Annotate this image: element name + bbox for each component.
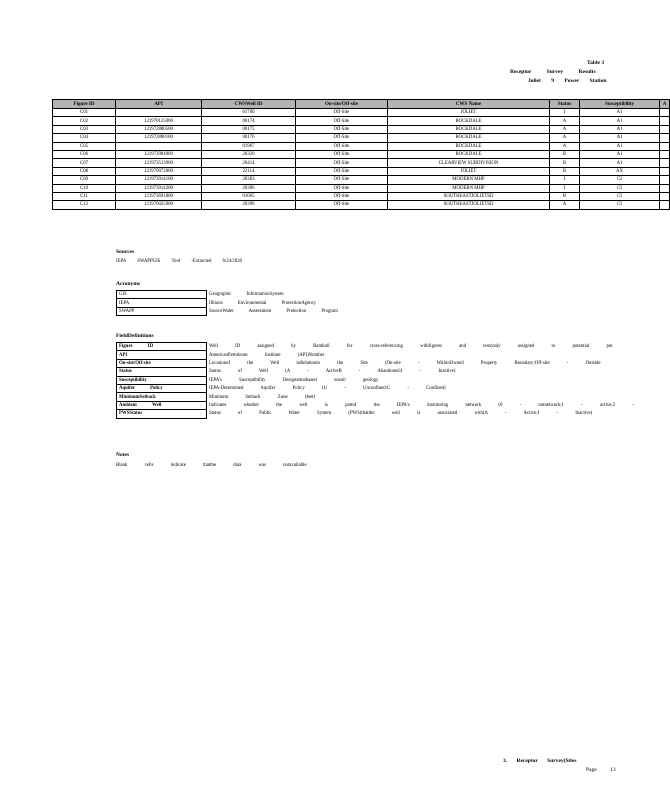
- receptor-table: [52, 99, 670, 210]
- field-definitions-title: FieldDefinitions: [116, 333, 154, 339]
- cell-cws-name: ROCKDALE: [388, 150, 550, 158]
- cell-cws-well-id: 00175: [202, 125, 296, 133]
- sources-title: Sources: [116, 249, 135, 255]
- field-definition-key: API: [117, 351, 207, 359]
- field-definition-key: Ambient Well: [117, 401, 207, 409]
- page-number: Page 13: [586, 767, 616, 773]
- cell-figure-id: C11: [53, 192, 116, 200]
- cell-figure-id: C04: [53, 134, 116, 142]
- field-definition-row: [117, 401, 619, 409]
- sources-line: IEPA SWAPPGIS Tool -Extracted 6/24/2020: [116, 259, 243, 264]
- col-header-cws-well-id: CWSWell ID: [202, 100, 296, 109]
- cell-susceptibility: AX: [580, 167, 660, 175]
- cell-figure-id: C08: [53, 167, 116, 175]
- cell-aquifer: [660, 176, 670, 184]
- table-header-row: [53, 100, 670, 109]
- cell-cws-well-id: 00174: [202, 117, 296, 125]
- cell-onsite-offsite: Off-Site: [296, 159, 388, 167]
- table-row: [53, 150, 670, 158]
- col-header-onsite-offsite: On-site/Off-site: [296, 100, 388, 109]
- cell-status: A: [550, 201, 580, 209]
- cell-api: 121970072000: [116, 167, 202, 175]
- acronym-key: IEPA: [117, 299, 207, 307]
- cell-cws-name: ROCKDALE: [388, 134, 550, 142]
- cell-cws-name: SOUTHEASTJOLIETSD: [388, 192, 550, 200]
- col-header-aquifer: A: [660, 100, 670, 109]
- cell-status: I: [550, 109, 580, 117]
- cell-susceptibility: A1: [580, 134, 660, 142]
- cell-figure-id: C06: [53, 150, 116, 158]
- cell-cws-well-id: 20320: [202, 150, 296, 158]
- cell-aquifer: [660, 134, 670, 142]
- report-title: Receptor Survey Results: [510, 69, 596, 75]
- acronym-row: [117, 307, 417, 315]
- cell-aquifer: [660, 184, 670, 192]
- cell-aquifer: [660, 201, 670, 209]
- col-header-figure-id: Figure ID: [53, 100, 116, 109]
- cell-status: A: [550, 134, 580, 142]
- cell-status: B: [550, 159, 580, 167]
- field-definition-value: AmericanPetroleum Institute (API)Number: [209, 352, 325, 358]
- cell-status: A: [550, 117, 580, 125]
- cell-cws-name: JOLIET: [388, 167, 550, 175]
- cell-onsite-offsite: Off-Site: [296, 176, 388, 184]
- cell-cws-name: CLEARVIEW SUBDIVISION: [388, 159, 550, 167]
- cell-aquifer: [660, 192, 670, 200]
- cell-aquifer: [660, 150, 670, 158]
- cell-aquifer: [660, 117, 670, 125]
- cell-cws-well-id: 20383: [202, 176, 296, 184]
- cell-onsite-offsite: Off-Site: [296, 150, 388, 158]
- cell-susceptibility: CI: [580, 192, 660, 200]
- report-subtitle: Joliet 9 Power Station: [528, 78, 607, 84]
- field-definition-key: MinimumSetback: [117, 393, 207, 401]
- table-row: [53, 167, 670, 175]
- cell-api: [116, 142, 202, 150]
- field-definition-key: Susceptibility: [117, 376, 207, 384]
- cell-onsite-offsite: Off-Site: [296, 125, 388, 133]
- cell-susceptibility: A1: [580, 142, 660, 150]
- footer-section: 3. Receptor Survey(Sites: [503, 758, 577, 764]
- field-definition-row: [117, 359, 619, 367]
- cell-figure-id: C12: [53, 201, 116, 209]
- field-definitions-table: [116, 342, 634, 419]
- cell-figure-id: C10: [53, 184, 116, 192]
- cell-cws-well-id: 01967: [202, 142, 296, 150]
- cell-status: I: [550, 176, 580, 184]
- table-row: [53, 117, 670, 125]
- col-header-cws-name: CWS Name: [388, 100, 550, 109]
- cell-susceptibility: A1: [580, 159, 660, 167]
- acronyms-title: Acronyms: [116, 281, 141, 287]
- notes-line: Blank cells indicate thatthe data was notavailable: [116, 463, 307, 468]
- table-row: [53, 142, 670, 150]
- cell-cws-name: JOLIET: [388, 109, 550, 117]
- field-definition-value: IEPA's Susceptibility Designationbased onsoil geology: [209, 377, 379, 383]
- cell-aquifer: [660, 142, 670, 150]
- cell-cws-name: ROCKDALE: [388, 117, 550, 125]
- cell-cws-name: ROCKDALE: [388, 125, 550, 133]
- cell-cws-name: MODERN MHP: [388, 176, 550, 184]
- field-definition-key: Aquifer Policy: [117, 384, 207, 392]
- cell-figure-id: C05: [53, 142, 116, 150]
- field-definition-value: Minimum Setback Zone (feet): [209, 394, 316, 400]
- cell-api: 121972880100: [116, 134, 202, 142]
- cell-api: [116, 109, 202, 117]
- acronym-key: GIS: [117, 291, 207, 299]
- cell-figure-id: C07: [53, 159, 116, 167]
- cell-onsite-offsite: Off-Site: [296, 134, 388, 142]
- cell-susceptibility: CI: [580, 201, 660, 209]
- field-definition-value: IEPA-Determined Aquifer Policy (U - Unconfined;C - Confined): [209, 386, 446, 392]
- cell-susceptibility: A1: [580, 117, 660, 125]
- col-header-status: Status: [550, 100, 580, 109]
- cell-susceptibility: CI: [580, 176, 660, 184]
- cell-cws-name: MODERN MHP: [388, 184, 550, 192]
- field-definition-row: [117, 343, 619, 351]
- cell-status: I: [550, 184, 580, 192]
- field-definition-row: [117, 351, 619, 359]
- cell-api: 121973984900: [116, 150, 202, 158]
- cell-api: 121973513900: [116, 159, 202, 167]
- acronym-value: Geographic InformationSystem: [209, 292, 284, 298]
- cell-susceptibility: A1: [580, 150, 660, 158]
- cell-cws-well-id: 20414: [202, 159, 296, 167]
- cell-susceptibility: A1: [580, 109, 660, 117]
- cell-api: 121970125000: [116, 117, 202, 125]
- field-definition-row: [117, 376, 619, 384]
- field-definition-value: Well ID assigned by Ramboll for cross-referencing withfigures and text(only assigned to potential pot: [209, 344, 613, 350]
- cell-cws-well-id: 01065: [202, 192, 296, 200]
- table-row: [53, 159, 670, 167]
- acronym-key: SWAPP: [117, 307, 207, 315]
- cell-onsite-offsite: Off-Site: [296, 142, 388, 150]
- cell-onsite-offsite: Off-Site: [296, 184, 388, 192]
- cell-status: A: [550, 125, 580, 133]
- cell-figure-id: C09: [53, 176, 116, 184]
- table-label: Table 3: [587, 60, 605, 66]
- cell-cws-well-id: 01700: [202, 109, 296, 117]
- table-row: [53, 134, 670, 142]
- cell-cws-name: SOUTHEASTJOLIETSD: [388, 201, 550, 209]
- cell-api: 121973691800: [116, 192, 202, 200]
- cell-aquifer: [660, 109, 670, 117]
- acronym-value: SourceWater Assessment Protection Program: [209, 308, 338, 314]
- acronym-value: Illinois Environmental ProtectionAgency: [209, 300, 317, 306]
- cell-onsite-offsite: Off-Site: [296, 192, 388, 200]
- cell-status: B: [550, 150, 580, 158]
- field-definition-key: Status: [117, 368, 207, 376]
- field-definition-row: [117, 368, 619, 376]
- acronym-row: [117, 299, 417, 307]
- cell-figure-id: C03: [53, 125, 116, 133]
- cell-status: B: [550, 167, 580, 175]
- field-definition-key: PWSStatus: [117, 410, 207, 418]
- cell-cws-name: ROCKDALE: [388, 142, 550, 150]
- cell-api: 121972880500: [116, 125, 202, 133]
- cell-figure-id: C02: [53, 117, 116, 125]
- cell-onsite-offsite: Off-Site: [296, 109, 388, 117]
- cell-api: 121973914100: [116, 176, 202, 184]
- field-definition-value: Locationof the Well inRelationto the Site (On-site - WithinOwned Property Boundary;Off-site - Outside: [209, 360, 601, 366]
- cell-aquifer: [660, 167, 670, 175]
- field-definition-row: [117, 410, 619, 418]
- table-row: [53, 109, 670, 117]
- notes-title: Notes: [116, 452, 130, 458]
- table-row: [53, 176, 670, 184]
- col-header-susceptibility: Susceptibility: [580, 100, 660, 109]
- col-header-api: API: [116, 100, 202, 109]
- cell-api: 121970025900: [116, 201, 202, 209]
- cell-status: B: [550, 192, 580, 200]
- field-definition-key: Figure ID: [117, 343, 207, 351]
- field-definition-value: Indicates whether the well is partof the IEPA's monitoring network (0 - notnetwork;1 - active;2 -: [209, 402, 634, 408]
- cell-figure-id: C01: [53, 109, 116, 117]
- cell-api: 121973914200: [116, 184, 202, 192]
- table-row: [53, 125, 670, 133]
- field-definition-row: [117, 384, 619, 392]
- cell-cws-well-id: 20396: [202, 201, 296, 209]
- table-row: [53, 184, 670, 192]
- cell-onsite-offsite: Off-Site: [296, 201, 388, 209]
- field-definition-row: [117, 393, 619, 401]
- cell-onsite-offsite: Off-Site: [296, 167, 388, 175]
- cell-status: A: [550, 142, 580, 150]
- field-definition-value: Status of Well (A - ActiveB - Abandoned;I - Inactive): [209, 369, 456, 375]
- table-row: [53, 201, 670, 209]
- cell-aquifer: [660, 159, 670, 167]
- cell-cws-well-id: 20386: [202, 184, 296, 192]
- cell-aquifer: [660, 125, 670, 133]
- table-row: [53, 192, 670, 200]
- acronym-row: [117, 291, 417, 299]
- acronyms-table: [116, 290, 417, 316]
- field-definition-value: Status of Public Water System (PWS)thatthe well is associated with(A - Active;I - Inactive): [209, 411, 593, 417]
- cell-cws-well-id: 22114: [202, 167, 296, 175]
- cell-cws-well-id: 00176: [202, 134, 296, 142]
- cell-susceptibility: CI: [580, 184, 660, 192]
- field-definition-key: On-site/Off-site: [117, 359, 207, 367]
- cell-onsite-offsite: Off-Site: [296, 117, 388, 125]
- cell-susceptibility: A1: [580, 125, 660, 133]
